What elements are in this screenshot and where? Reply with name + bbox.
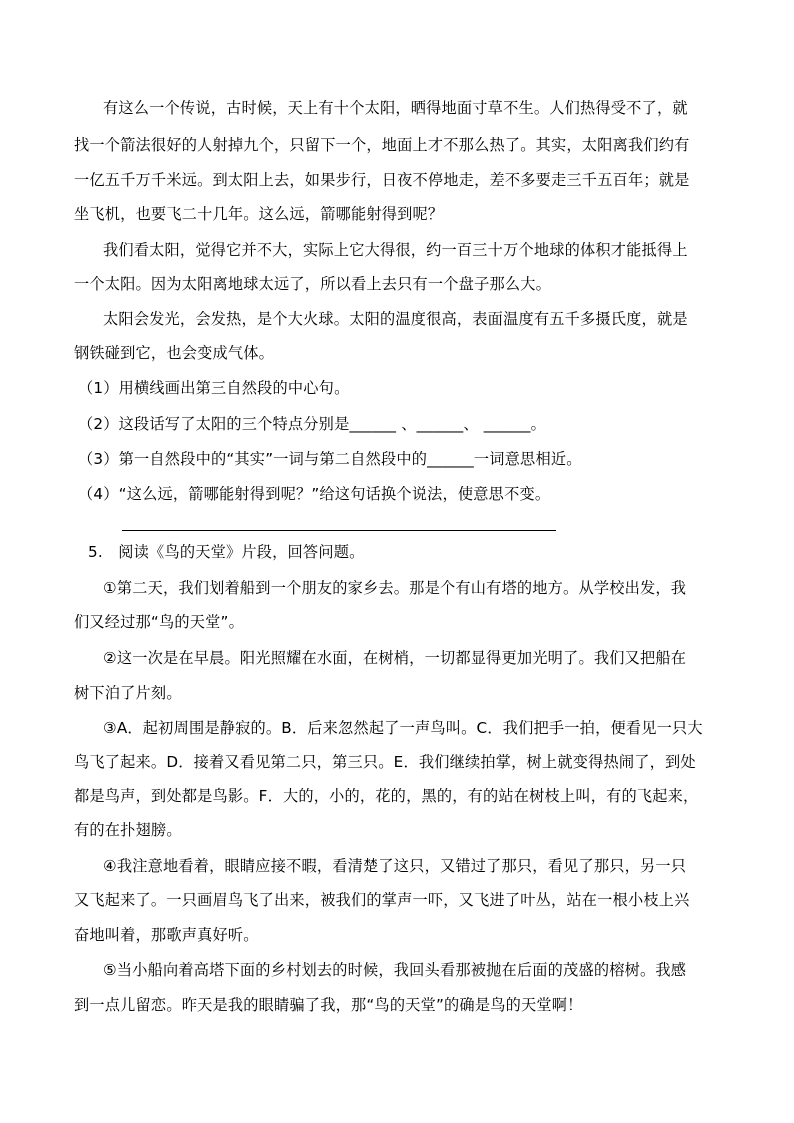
question-5-heading: 5. 阅读《鸟的天堂》片段，回答问题。	[88, 543, 365, 561]
question-4: （4）“这么远，箭哪能射得到呢？”给这句话换个说法，使意思不变。	[78, 485, 551, 503]
paragraph-line: ⑤当小船向着高塔下面的乡村划去的时候，我回头看那被抛在后面的茂盛的榕树。我感	[103, 961, 687, 979]
paragraph-line: ②这一次是在早晨。阳光照耀在水面，在树梢，一切都显得更加光明了。我们又把船在	[103, 649, 687, 667]
paragraph-line: ④我注意地看着，眼睛应接不暇，看清楚了这只，又错过了那只，看见了那只，另一只	[103, 857, 687, 875]
paragraph-line: 都是鸟声，到处都是鸟影。F．大的，小的，花的，黑的，有的站在树枝上叫，有的飞起来，	[74, 787, 699, 805]
paragraph-line: ①第二天，我们划着船到一个朋友的家乡去。那是个有山有塔的地方。从学校出发，我	[103, 579, 687, 597]
question-3: （3）第一自然段中的“其实”一词与第二自然段中的______一词意思相近。	[78, 450, 582, 468]
paragraph-line: 一个太阳。因为太阳离地球太远了，所以看上去只有一个盘子那么大。	[74, 275, 552, 293]
paragraph-line: 有这么一个传说，古时候，天上有十个太阳，晒得地面寸草不生。人们热得受不了，就	[103, 99, 688, 117]
paragraph-line: 们又经过那“鸟的天堂”。	[74, 613, 245, 631]
paragraph-line: 太阳会发光，会发热，是个大火球。太阳的温度很高，表面温度有五千多摄氏度，就是	[103, 310, 688, 328]
paragraph-line: 有的在扑翅膀。	[74, 821, 182, 839]
paragraph-line: 又飞起来了。一只画眉鸟飞了出来，被我们的掌声一吓，又飞进了叶丛，站在一根小枝上兴	[74, 891, 690, 909]
answer-line	[122, 530, 556, 531]
paragraph-line: 奋地叫着，那歌声真好听。	[74, 926, 259, 944]
paragraph-line: 一亿五千万千米远。到太阳上去，如果步行，日夜不停地走，差不多要走三千五百年；就是	[74, 171, 690, 189]
paragraph-line: 树下泊了片刻。	[74, 684, 182, 702]
paragraph-line: 鸟飞了起来。D．接着又看见第二只，第三只。E．我们继续拍掌，树上就变得热闹了，到处	[74, 753, 696, 771]
question-2: （2）这段话写了太阳的三个特点分别是______ 、______、 ______。	[78, 415, 546, 433]
paragraph-line: 我们看太阳，觉得它并不大，实际上它大得很，约一百三十万个地球的体积才能抵得上	[103, 241, 688, 259]
paragraph-line: 到一点儿留恋。昨天是我的眼睛骗了我，那“鸟的天堂”的确是鸟的天堂啊！	[74, 996, 583, 1014]
paragraph-line: 坐飞机，也要飞二十几年。这么远，箭哪能射得到呢？	[74, 205, 444, 223]
paragraph-line: 找一个箭法很好的人射掉九个，只留下一个，地面上才不那么热了。其实，太阳离我们约有	[74, 136, 690, 154]
question-1: （1）用横线画出第三自然段的中心句。	[78, 379, 350, 397]
paragraph-line: ③A．起初周围是静寂的。B．后来忽然起了一声鸟叫。C．我们把手一拍，便看见一只大	[103, 719, 703, 737]
paragraph-line: 钢铁碰到它，也会变成气体。	[74, 344, 275, 362]
